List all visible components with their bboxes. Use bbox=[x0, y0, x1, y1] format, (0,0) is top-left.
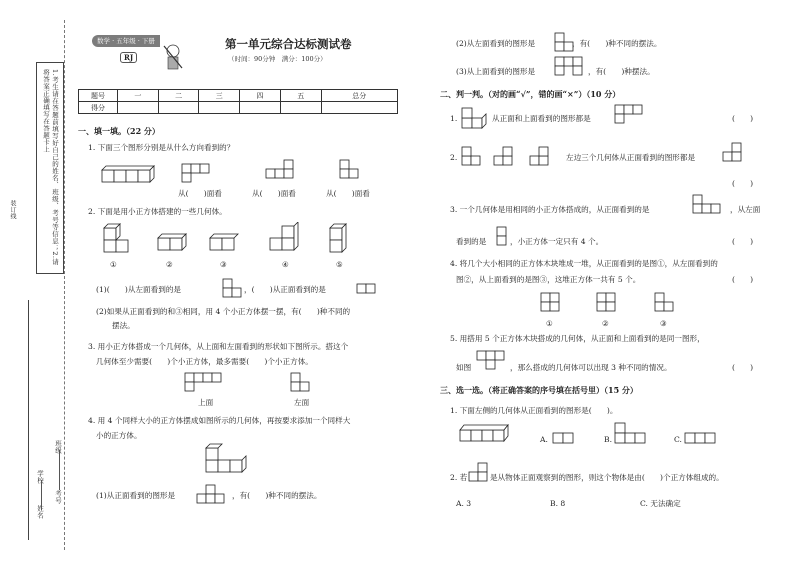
time-info: （时间：90分钟 满分：100分） bbox=[228, 55, 327, 63]
q4-1-view bbox=[196, 484, 236, 508]
q4-2-text-a: (2)从左面看到的图形是 bbox=[456, 39, 536, 48]
s2-q4-num1: ① bbox=[546, 319, 553, 328]
score-cell: 五 bbox=[280, 90, 321, 102]
s3-q1-opt-c-figure bbox=[684, 432, 718, 446]
s3-q1-solid bbox=[458, 420, 514, 446]
s2-q4-num3: ③ bbox=[660, 319, 667, 328]
score-cell: 四 bbox=[240, 90, 281, 102]
q2-2-text-a: (2)如果从正面看到的和③相同，用 4 个小正方体摆一摆，有( )种不同的 bbox=[96, 307, 351, 316]
edition-tag bbox=[120, 53, 137, 62]
q2-num-4: ④ bbox=[282, 260, 289, 269]
score-cell: 题号 bbox=[79, 90, 118, 102]
section1-heading: 一、填一填。（22 分） bbox=[78, 126, 160, 136]
q4-1-text-b: ，有( )种不同的摆法。 bbox=[232, 491, 322, 500]
q1-figure-solid bbox=[100, 160, 156, 186]
q2-solid-4 bbox=[268, 222, 306, 258]
subject-badge bbox=[92, 36, 160, 45]
q1-label-1[interactable]: 从( )面看 bbox=[178, 189, 222, 198]
s2-q1-view bbox=[614, 104, 644, 128]
s2-q2-solids bbox=[460, 140, 560, 170]
s2-q5-text-b: 如图 bbox=[456, 363, 472, 372]
s2-q1-text: 从正面和上面看到的图形都是 bbox=[492, 114, 591, 123]
class-label: 班级 bbox=[54, 440, 62, 454]
s2-q5-view bbox=[476, 350, 510, 376]
instructions-text: 1.考生请在答题前填写好自己的姓名、班级、考号等信息；2.请将答案正确填写在答题卡上 bbox=[42, 69, 59, 266]
binding-line bbox=[64, 20, 65, 550]
s3-q1-text: 1. 下面左侧的几何体从正面看到的图形是( )。 bbox=[450, 406, 618, 415]
score-table bbox=[78, 89, 398, 114]
score-cell: 一 bbox=[118, 90, 159, 102]
s2-q5-text-c: ，那么搭成的几何体可以出现 3 种不同的情况。 bbox=[510, 363, 672, 372]
q4-3-text-a: (3)从上面看到的图形是 bbox=[456, 67, 536, 76]
s3-q1-opt-a-figure bbox=[552, 432, 576, 446]
name-label: 姓名 bbox=[36, 505, 44, 519]
s2-q4-answer[interactable]: ( ) bbox=[732, 275, 754, 284]
s1-q3-text-a: 3. 用小正方体搭成一个几何体，从上面和左面看到的形状如下图所示。搭这个 bbox=[88, 342, 349, 351]
s3-q1-opt-c[interactable]: C. bbox=[674, 435, 682, 444]
q4-3-text-b: ，有( )种摆法。 bbox=[588, 67, 655, 76]
s2-q3-left-view bbox=[496, 226, 510, 250]
s2-q4-fig3 bbox=[654, 292, 678, 316]
q3-top-view bbox=[184, 372, 224, 396]
s3-q2-opt-a[interactable]: A. 3 bbox=[456, 499, 472, 508]
q2-1-front-view bbox=[356, 283, 380, 295]
s3-q2-opt-b[interactable]: B. 8 bbox=[550, 499, 566, 508]
seal-label: 装订线 bbox=[9, 200, 16, 220]
score-input-cell[interactable] bbox=[321, 102, 397, 114]
s2-q4-text-a: 4. 将几个大小相同的正方体木块堆成一堆，从正面看到的是图①，从左面看到的 bbox=[450, 259, 718, 268]
score-input-cell[interactable] bbox=[280, 102, 321, 114]
s2-q5-answer[interactable]: ( ) bbox=[732, 363, 754, 372]
q2-num-2: ② bbox=[166, 260, 173, 269]
q4-2-text-b: ，有( )种不同的摆法。 bbox=[572, 39, 662, 48]
q2-num-1: ① bbox=[110, 260, 117, 269]
school-label: 学校 bbox=[36, 470, 44, 484]
s2-q1-solid bbox=[460, 104, 490, 132]
q2-solid-5 bbox=[326, 222, 356, 258]
q1-view-c bbox=[338, 158, 368, 186]
s1-q3-text-b: 几何体至少需要( )个小正方体，最多需要( )个小正方体。 bbox=[96, 357, 313, 366]
s2-q4-fig2 bbox=[596, 292, 620, 316]
q3-left-view bbox=[290, 372, 314, 396]
s2-q2-num: 2. bbox=[450, 153, 458, 162]
s2-q3-text-c: 看到的是 bbox=[456, 237, 487, 246]
q4-solid bbox=[204, 442, 254, 476]
class-line[interactable] bbox=[59, 450, 60, 490]
q2-2-text-b: 摆法。 bbox=[112, 321, 135, 330]
s1-q2-text: 2. 下面是用小正方体搭建的一些几何体。 bbox=[88, 207, 227, 216]
section3-heading: 三、选一选。（将正确答案的序号填在括号里）（15 分） bbox=[440, 385, 638, 395]
s2-q2-text: 左边三个几何体从正面看到的图形都是 bbox=[566, 153, 696, 162]
s3-q1-opt-b-figure bbox=[614, 422, 648, 448]
q2-num-3: ③ bbox=[220, 260, 227, 269]
q3-label-top: 上面 bbox=[198, 398, 214, 407]
s2-q4-fig1 bbox=[540, 292, 564, 316]
s3-q1-opt-b[interactable]: B. bbox=[604, 435, 612, 444]
s1-q1-text: 1. 下面三个图形分别是从什么方向看到的？ bbox=[88, 143, 235, 152]
q2-1-left-view bbox=[222, 278, 244, 300]
score-cell: 得分 bbox=[79, 102, 118, 114]
s2-q4-text-b: 图②，从上面看到的是图③，这堆正方体一共有 5 个。 bbox=[456, 275, 641, 284]
s3-q1-opt-a[interactable]: A. bbox=[540, 435, 548, 444]
s3-q2-text-b: 是从物体正面观察到的图形，则这个物体是由( )个正方体组成的。 bbox=[490, 473, 724, 482]
score-input-cell[interactable] bbox=[199, 102, 240, 114]
page-title: 第一单元综合达标测试卷 bbox=[225, 37, 352, 51]
s2-q3-text-b: ，从左面 bbox=[730, 205, 761, 214]
s2-q3-text-a: 3. 一个几何体是用相同的小正方体搭成的，从正面看到的是 bbox=[450, 205, 650, 214]
s2-q2-answer[interactable]: ( ) bbox=[732, 179, 754, 188]
score-input-cell[interactable] bbox=[118, 102, 159, 114]
s3-q2-view bbox=[468, 462, 492, 486]
s2-q1-answer[interactable]: ( ) bbox=[732, 114, 754, 123]
q4-3-view bbox=[554, 56, 588, 80]
score-cell: 二 bbox=[158, 90, 199, 102]
s1-q4-text-b: 小的正方体。 bbox=[96, 431, 142, 440]
q1-label-2[interactable]: 从( )面看 bbox=[252, 189, 296, 198]
s2-q3-front-view bbox=[692, 194, 732, 218]
q2-solid-2 bbox=[156, 232, 192, 258]
s2-q1-num: 1. bbox=[450, 114, 458, 123]
section2-heading: 二、判一判。（对的画“√”，错的画“×”）（10 分） bbox=[440, 89, 621, 99]
s2-q5-text-a: 5. 用搭用 5 个正方体木块搭成的几何体，从正面和上面看到的是同一图形， bbox=[450, 334, 705, 343]
edition-text: RJ bbox=[120, 52, 137, 63]
score-cell: 三 bbox=[199, 90, 240, 102]
binding-strip bbox=[0, 0, 72, 562]
q2-1-text-b: ，( )从正面看到的是 bbox=[244, 285, 326, 294]
score-input-cell[interactable] bbox=[158, 102, 199, 114]
student-info-box bbox=[28, 300, 69, 540]
s2-q2-view bbox=[722, 142, 744, 166]
q2-num-5: ⑤ bbox=[336, 260, 343, 269]
subject-badge-text: 数学 · 五年级 · 下册 bbox=[92, 35, 160, 47]
s3-q2-opt-c[interactable]: C. 无法确定 bbox=[640, 499, 681, 508]
s2-q3-text-d: ，小正方体一定只有 4 个。 bbox=[510, 237, 604, 246]
q4-1-text-a: (1)从正面看到的图形是 bbox=[96, 491, 176, 500]
q3-label-left: 左面 bbox=[294, 398, 310, 407]
s2-q4-num2: ② bbox=[602, 319, 609, 328]
s2-q3-answer[interactable]: ( ) bbox=[732, 237, 754, 246]
score-table-score-row bbox=[79, 102, 398, 114]
q1-view-b bbox=[264, 158, 304, 184]
q2-solid-3 bbox=[208, 230, 244, 258]
s1-q4-text-a: 4. 用 4 个同样大小的正方体摆成如图所示的几何体，再按要求添加一个同样大 bbox=[88, 416, 351, 425]
school-line[interactable] bbox=[41, 480, 42, 510]
pencil-mascot-icon bbox=[160, 42, 186, 72]
s3-q2-text-a: 2. 若 bbox=[450, 473, 468, 482]
score-input-cell[interactable] bbox=[240, 102, 281, 114]
q2-1-text-a: (1)( )从左面看到的是 bbox=[96, 285, 182, 294]
q1-view-a bbox=[180, 160, 210, 184]
q1-label-3[interactable]: 从( )面看 bbox=[326, 189, 370, 198]
q2-solid-1 bbox=[100, 222, 136, 258]
score-table-header-row bbox=[79, 90, 398, 102]
instruction-box bbox=[36, 62, 64, 274]
score-cell: 总分 bbox=[321, 90, 397, 102]
id-label: 考号 bbox=[54, 490, 62, 504]
